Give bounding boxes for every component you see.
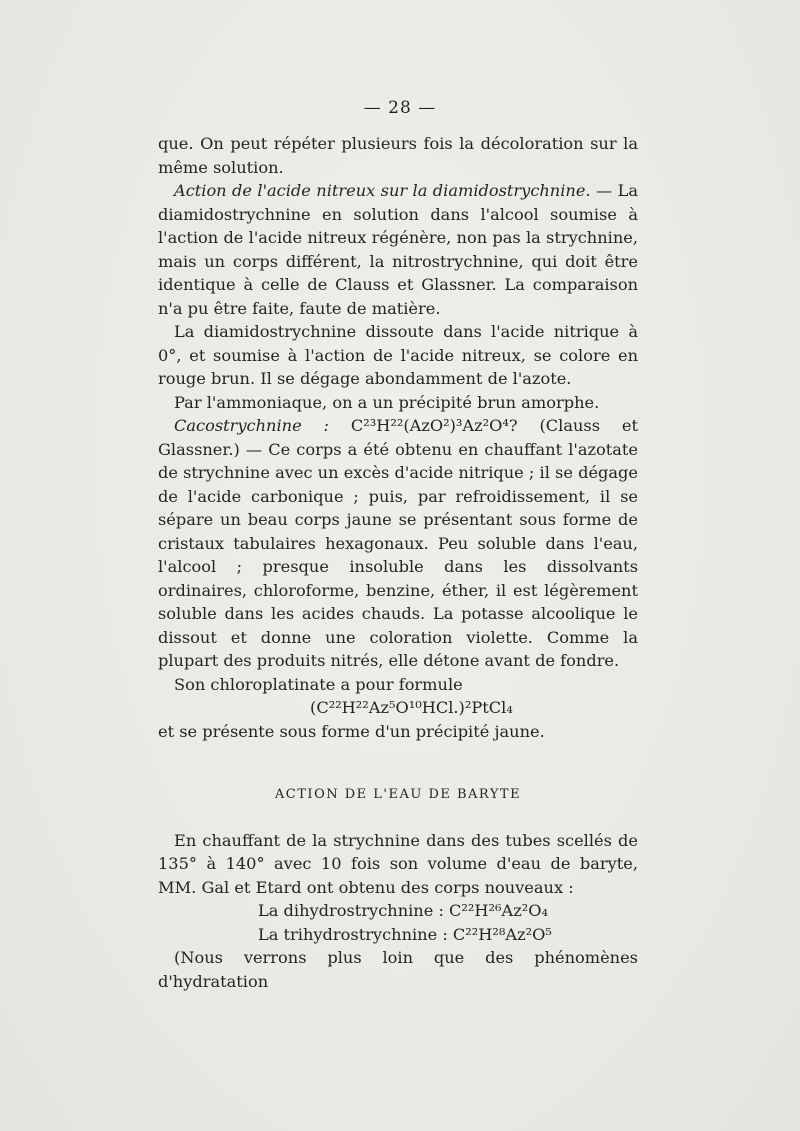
paragraph: et se présente sous forme d'un précipité jaune.	[158, 721, 545, 741]
paragraph: La diamidostrychnine dissoute dans l'acide nitrique à 0°, et soumise à l'action de l'acide nitreux, se colore en rouge brun. Il se dégage abondamment de l'azote.	[158, 322, 638, 388]
formula-chloroplatinate: (C²²H²²Az⁵O¹⁰HCl.)²PtCl₄	[310, 698, 513, 717]
formula-dihydrostrychnine: La dihydrostrychnine : C²²H²⁶Az²O₄	[258, 901, 548, 920]
formula-cacostrychnine: C²³H²²(AzO²)³Az²O⁴? (Clauss et Glassner.)	[158, 416, 638, 459]
section-heading: ACTION DE L'EAU DE BARYTE	[274, 787, 522, 802]
paragraph-text: — Ce corps a été obtenu en chauffant l'azotate de strychnine avec un excès d'acide nitrique ; il se dégage de l'acide carbonique ; puis, par refroidissement, il se sépare un beau corps jaune se présentant sous forme de cristaux tabulaires hexagonaux. Peu soluble dans l'eau, l'alcool ; presque insoluble dans les dissolvants ordinaires, chloroforme, benzine, éther, il est légèrement soluble dans les acides chauds. La potasse alcoolique le dissout et donne une coloration violette. Comme la plupart des produits nitrés, elle détone avant de fondre.	[158, 439, 638, 670]
paragraph: Son chloroplatinate a pour formule	[174, 674, 463, 694]
paragraph-text: — La diamidostrychnine en solution dans l'alcool soumise à l'action de l'acide nitreux régénère, non pas la strychnine, mais un corps différent, la nitrostrychnine, qui doit être identique à celle de Clauss et Glassner. La comparaison n'a pu être faite, faute de matière.	[158, 181, 638, 318]
section-title-cacostrychnine: Cacostrychnine :	[174, 416, 329, 435]
paragraph-nitreux	[158, 179, 638, 320]
page-number: — 28 —	[363, 98, 437, 118]
formula-trihydrostrychnine: La trihydrostrychnine : C²²H²⁸Az²O⁵	[258, 924, 552, 944]
paragraph: que. On peut répéter plusieurs fois la décoloration sur la même solution.	[158, 134, 638, 177]
section-title-nitreux: Action de l'acide nitreux sur la diamidostrychnine.	[174, 181, 591, 200]
paragraph: Par l'ammoniaque, on a un précipité brun amorphe.	[174, 392, 600, 412]
body-text	[158, 132, 638, 993]
paragraph: (Nous verrons plus loin que des phénomènes d'hydratation	[158, 948, 638, 991]
paragraph: En chauffant de la strychnine dans des tubes scellés de 135° à 140° avec 10 fois son volume d'eau de baryte, MM. Gal et Etard ont obtenu des corps nouveaux :	[158, 830, 638, 897]
paragraph-cacostrychnine	[158, 414, 638, 673]
